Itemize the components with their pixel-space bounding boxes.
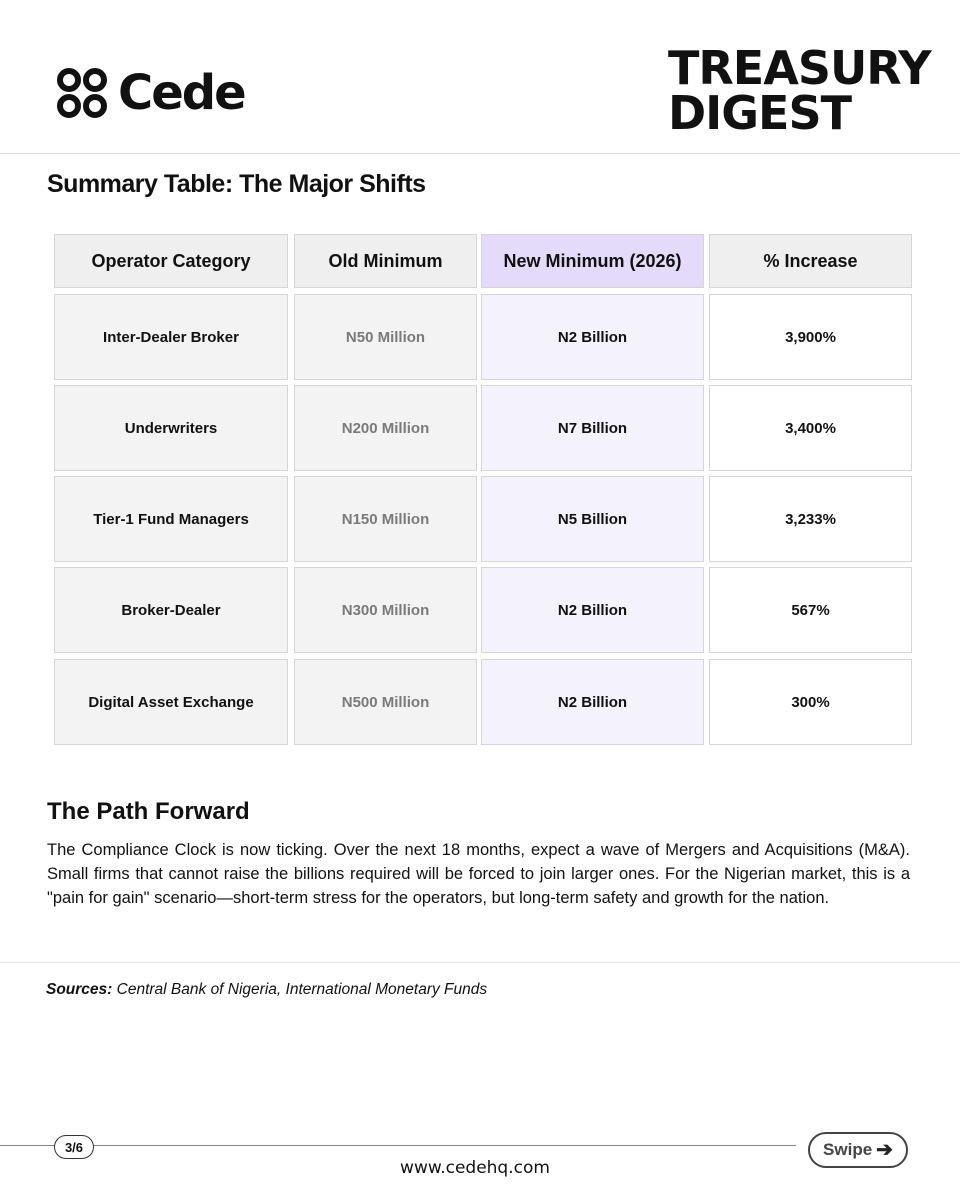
sources-label: Sources: <box>46 981 113 998</box>
sources-text: Central Bank of Nigeria, International Monetary Funds <box>116 981 488 998</box>
path-forward-title: The Path Forward <box>47 798 250 825</box>
cede-logo-icon <box>56 66 108 120</box>
digest-title-line2: DIGEST <box>668 86 851 140</box>
brand-name: Cede <box>118 65 245 121</box>
percent-increase-cell: 300% <box>709 659 912 745</box>
column-header-operator-category: Operator Category <box>54 234 288 288</box>
percent-increase-cell: 3,900% <box>709 294 912 380</box>
column-header-new-minimum: New Minimum (2026) <box>481 234 704 288</box>
new-minimum-cell: N2 Billion <box>481 294 704 380</box>
path-forward-paragraph: The Compliance Clock is now ticking. Over the next 18 months, expect a wave of Mergers and Acquisitions (M&A). Small firms that cannot raise the billions required will be forced to join larger ones. For the Nigerian market, this is a "pain for gain" scenario—short-term stress for the operators, but long-term safety and growth for the nation. <box>47 841 910 907</box>
sources-line <box>46 981 487 999</box>
old-minimum-cell: N300 Million <box>294 567 477 653</box>
cede-logo <box>56 66 245 120</box>
footer-divider <box>0 1145 796 1146</box>
percent-increase-cell: 3,400% <box>709 385 912 471</box>
new-minimum-cell: N2 Billion <box>481 659 704 745</box>
summary-table-title: Summary Table: The Major Shifts <box>47 170 426 198</box>
digest-title <box>668 41 938 140</box>
operator-category-cell: Broker-Dealer <box>54 567 288 653</box>
old-minimum-cell: N50 Million <box>294 294 477 380</box>
operator-category-cell: Tier-1 Fund Managers <box>54 476 288 562</box>
new-minimum-cell: N7 Billion <box>481 385 704 471</box>
old-minimum-cell: N200 Million <box>294 385 477 471</box>
old-minimum-cell: N500 Million <box>294 659 477 745</box>
arrow-right-icon: ➔ <box>876 1139 893 1161</box>
operator-category-cell: Digital Asset Exchange <box>54 659 288 745</box>
operator-category-cell: Inter-Dealer Broker <box>54 294 288 380</box>
new-minimum-cell: N2 Billion <box>481 567 704 653</box>
page-header <box>0 0 960 154</box>
column-header-percent-increase: % Increase <box>709 234 912 288</box>
sources-divider <box>0 962 960 963</box>
website-url[interactable]: www.cedehq.com <box>400 1158 550 1178</box>
swipe-label: Swipe <box>823 1140 873 1159</box>
column-header-old-minimum: Old Minimum <box>294 234 477 288</box>
digest-title-line1: TREASURY <box>668 41 931 95</box>
page-indicator: 3/6 <box>54 1135 94 1159</box>
operator-category-cell: Underwriters <box>54 385 288 471</box>
old-minimum-cell: N150 Million <box>294 476 477 562</box>
new-minimum-cell: N5 Billion <box>481 476 704 562</box>
percent-increase-cell: 567% <box>709 567 912 653</box>
percent-increase-cell: 3,233% <box>709 476 912 562</box>
